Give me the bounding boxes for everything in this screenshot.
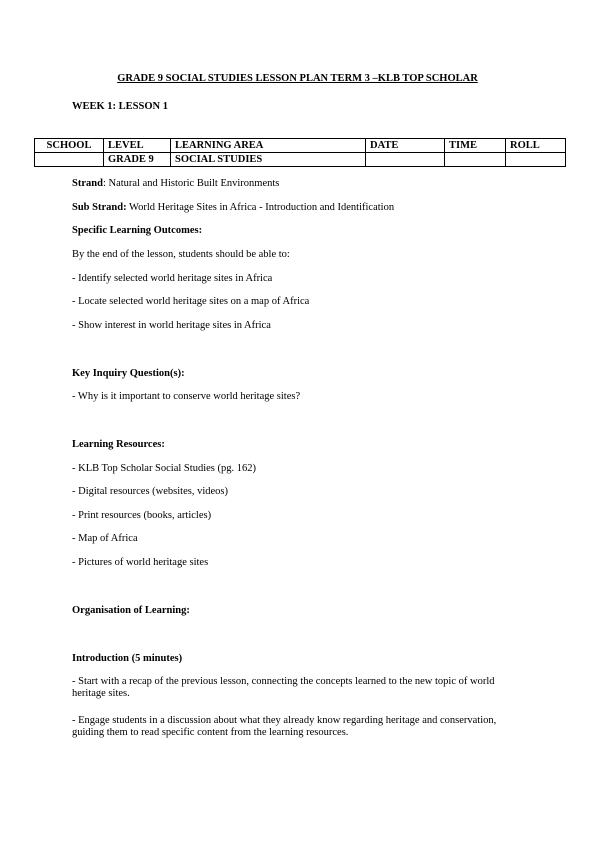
substrand-value: World Heritage Sites in Africa - Introduction and Identification	[126, 202, 395, 213]
header-learning-area: LEARNING AREA	[171, 139, 366, 153]
list-item: - Pictures of world heritage sites	[72, 557, 209, 568]
cell-time	[445, 153, 506, 167]
organisation-heading: Organisation of Learning:	[72, 605, 190, 616]
inquiry-question: - Why is it important to conserve world heritage sites?	[72, 391, 301, 402]
cell-level: GRADE 9	[104, 153, 171, 167]
table-row	[35, 153, 566, 167]
list-item: - Map of Africa	[72, 533, 138, 544]
table-header-row	[35, 139, 566, 153]
header-time: TIME	[445, 139, 506, 153]
inquiry-heading: Key Inquiry Question(s):	[72, 368, 185, 379]
header-date: DATE	[366, 139, 445, 153]
week-lesson-heading: WEEK 1: LESSON 1	[72, 101, 168, 112]
document-title: GRADE 9 SOCIAL STUDIES LESSON PLAN TERM 3 –KLB TOP SCHOLAR	[117, 73, 478, 84]
intro-point: - Engage students in a discussion about what they already know regarding heritage and conservation, guiding them to read specific content from the learning resources.	[72, 715, 497, 738]
header-level: LEVEL	[104, 139, 171, 153]
list-item: - Digital resources (websites, videos)	[72, 486, 228, 497]
cell-school	[35, 153, 104, 167]
cell-learning-area: SOCIAL STUDIES	[171, 153, 366, 167]
outcomes-heading: Specific Learning Outcomes:	[72, 225, 203, 236]
list-item: - KLB Top Scholar Social Studies (pg. 162)	[72, 463, 256, 474]
list-item: - Locate selected world heritage sites on a map of Africa	[72, 296, 310, 307]
lesson-info-table	[34, 138, 566, 167]
introduction-heading: Introduction (5 minutes)	[72, 653, 183, 664]
header-roll: ROLL	[506, 139, 566, 153]
strand-label: Strand	[72, 178, 103, 189]
resources-heading: Learning Resources:	[72, 439, 165, 450]
substrand-label: Sub Strand:	[72, 202, 127, 213]
cell-roll	[506, 153, 566, 167]
list-item: - Show interest in world heritage sites in Africa	[72, 320, 271, 331]
cell-date	[366, 153, 445, 167]
list-item: - Identify selected world heritage sites in Africa	[72, 273, 273, 284]
substrand-line	[72, 202, 394, 213]
header-school: SCHOOL	[35, 139, 104, 153]
list-item: - Print resources (books, articles)	[72, 510, 212, 521]
strand-line	[72, 178, 279, 189]
intro-point: - Start with a recap of the previous lesson, connecting the concepts learned to the new topic of world heritage sites.	[72, 676, 495, 699]
strand-value: : Natural and Historic Built Environments	[102, 178, 280, 189]
outcomes-intro: By the end of the lesson, students should be able to:	[72, 249, 290, 260]
